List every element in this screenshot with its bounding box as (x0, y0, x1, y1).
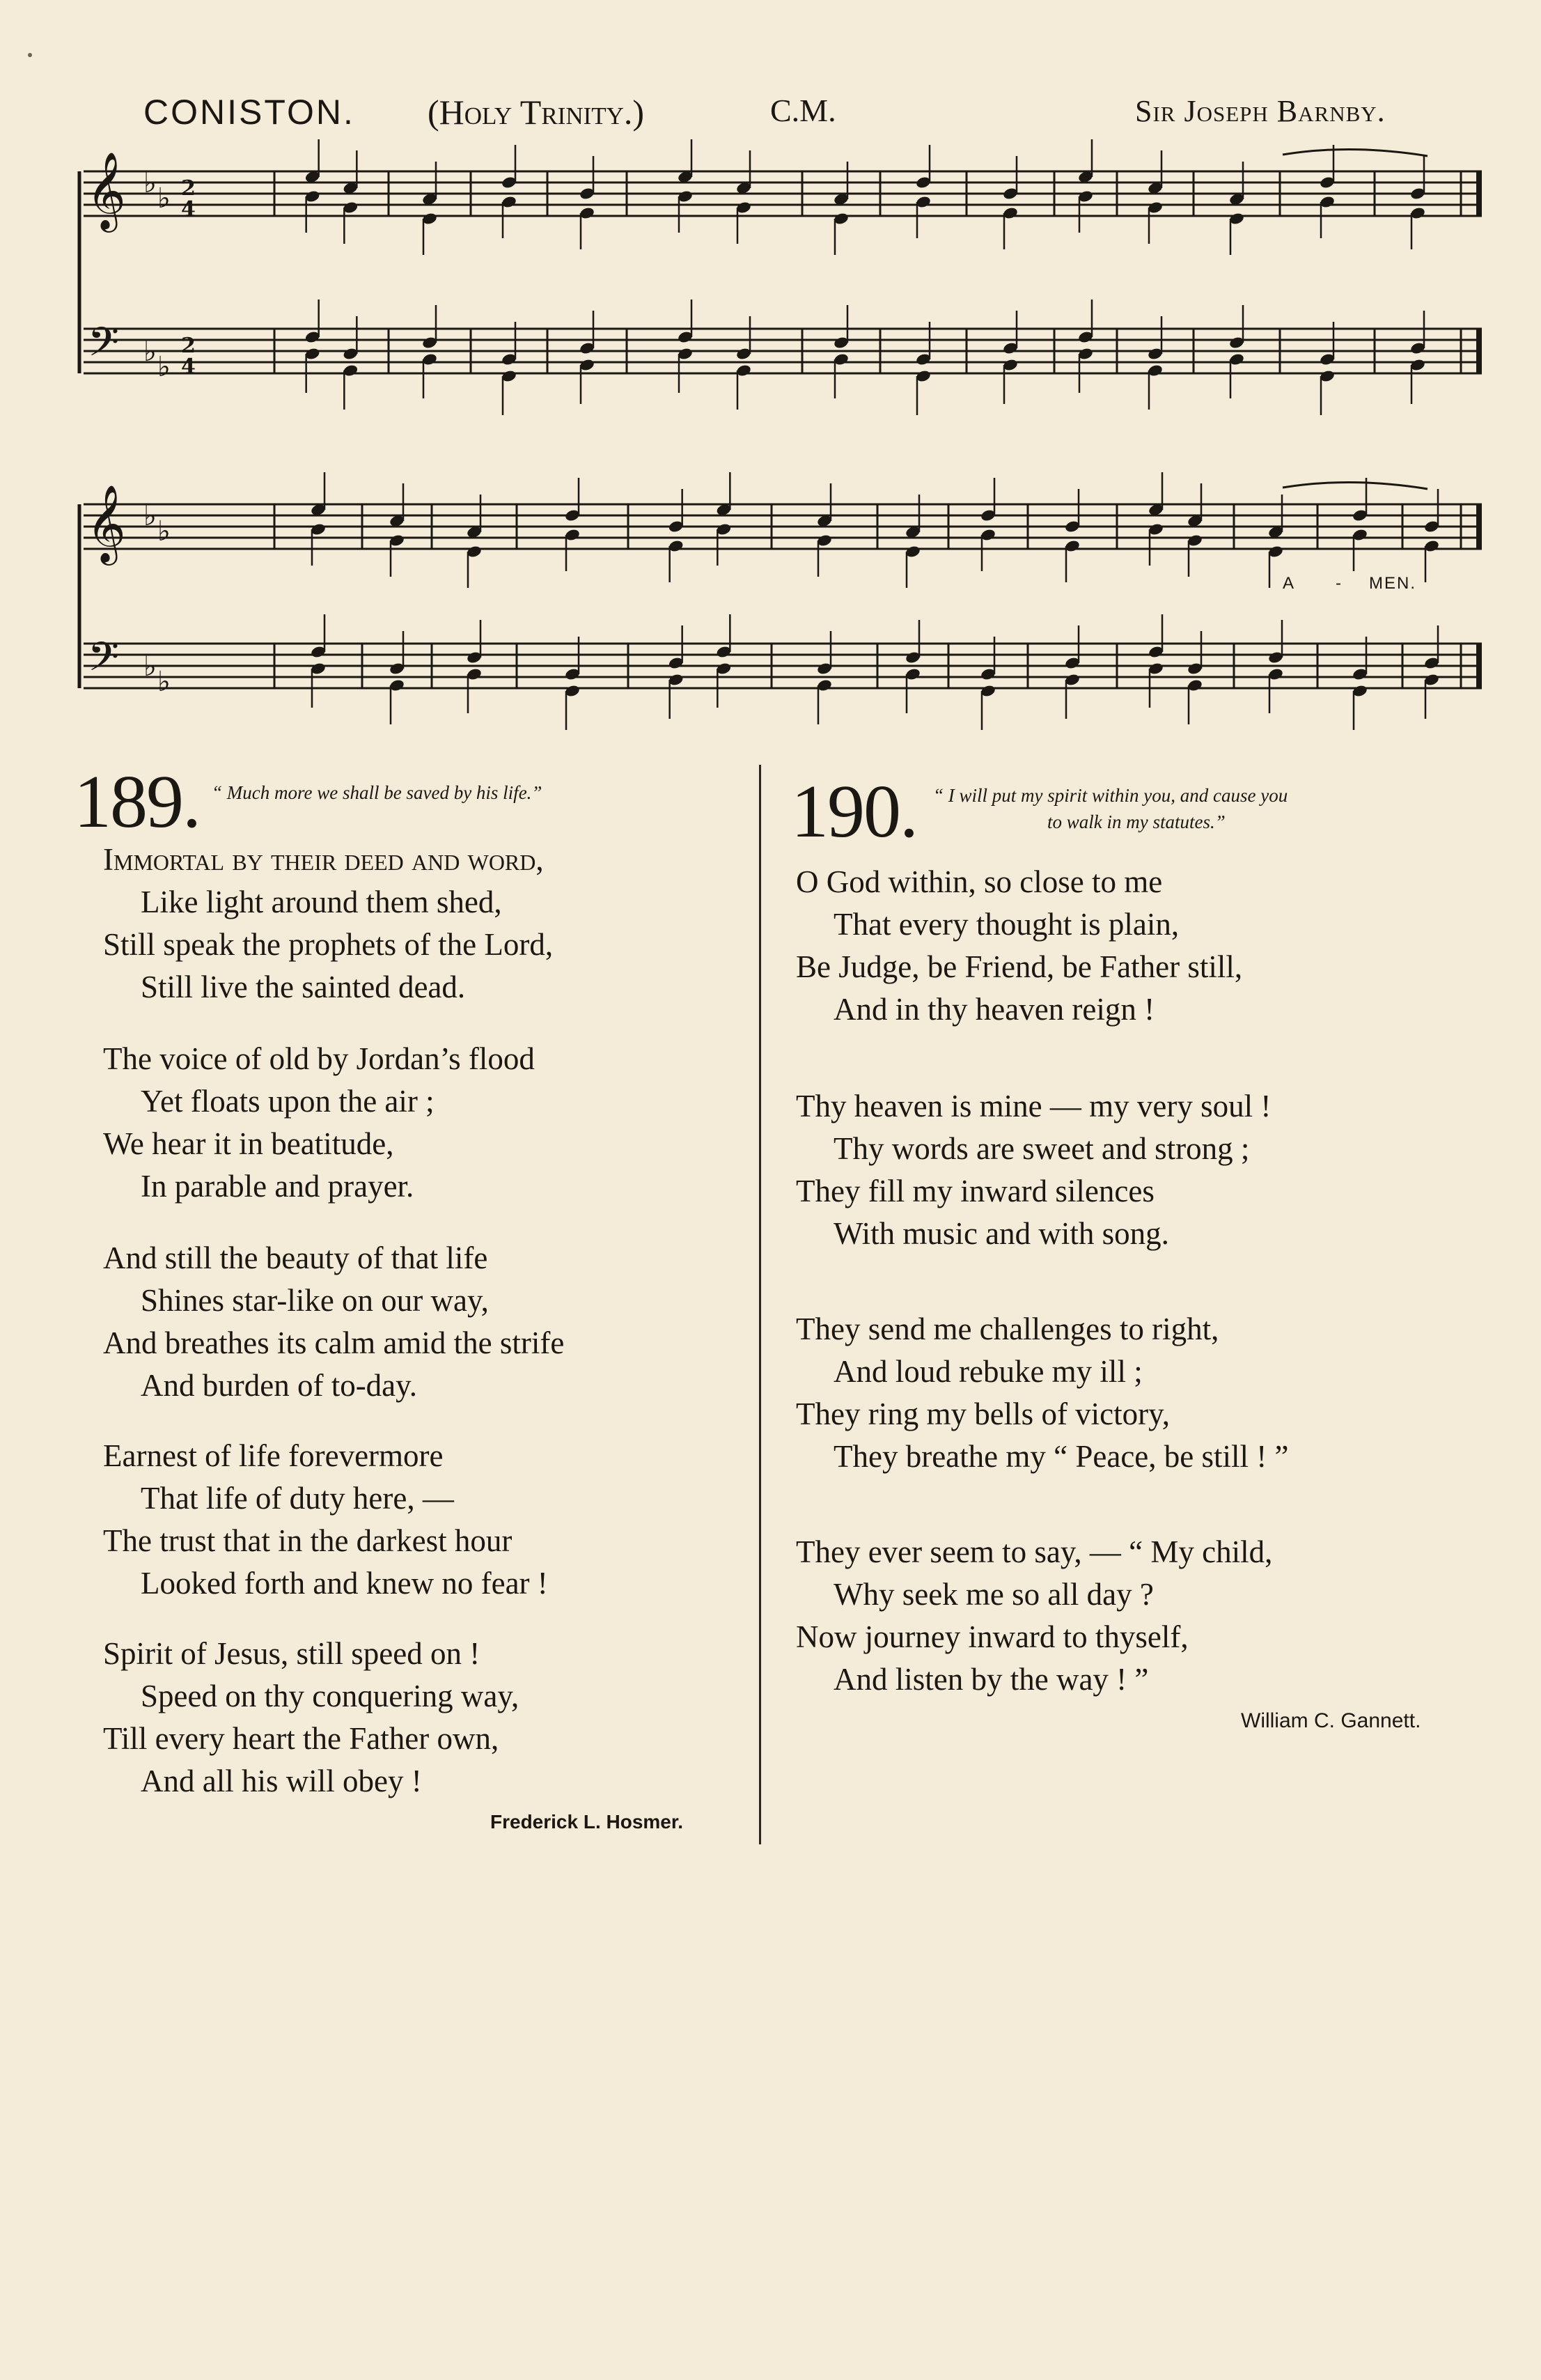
verse-line: They fill my inward silences (796, 1174, 1155, 1208)
tune-alternate-name: (Holy Trinity.) (428, 93, 645, 132)
hymn-189-stanza-1 (103, 839, 553, 1009)
column-divider (759, 765, 761, 1844)
treble-clef-icon: 𝄞 (86, 151, 126, 229)
verse-line: Immortal by their deed and word, (103, 842, 544, 877)
tune-meter: C.M. (770, 93, 836, 128)
verse-line: In parable and prayer. (141, 1169, 414, 1204)
verse-line: The voice of old by Jordan’s flood (103, 1041, 535, 1076)
verse-line: Looked forth and knew no fear ! (141, 1566, 548, 1601)
flat-icon: ♭ (143, 167, 157, 199)
flat-icon: ♭ (143, 500, 157, 532)
flat-icon: ♭ (143, 651, 157, 683)
composer-credit: Sir Joseph Barnby. (1135, 94, 1386, 128)
verse-line: We hear it in beatitude, (103, 1126, 394, 1161)
hymn-190-epigraph-line-2: to walk in my statutes.” (1047, 811, 1226, 832)
final-barline (1476, 504, 1482, 549)
music-score (0, 0, 1541, 731)
final-barline (1476, 644, 1482, 688)
time-signature-numerator: 2 (181, 176, 196, 201)
verse-line: Yet floats upon the air ; (141, 1084, 435, 1119)
tune-name: CONISTON. (143, 93, 355, 132)
verse-line: And all his will obey ! (141, 1764, 422, 1798)
hymn-189-stanza-2 (103, 1038, 535, 1208)
verse-line: With music and with song. (834, 1216, 1169, 1251)
verse-line: Still live the sainted dead. (141, 970, 466, 1004)
flat-icon: ♭ (143, 336, 157, 368)
hymn-190-stanza-2 (796, 1085, 1271, 1255)
hymn-189-epigraph: “ Much more we shall be saved by his life.” (212, 782, 542, 803)
verse-line: Earnest of life forevermore (103, 1438, 444, 1473)
amen-syllable-men: MEN. (1369, 574, 1416, 593)
verse-line: Why seek me so all day ? (834, 1577, 1154, 1612)
verse-line: Speed on thy conquering way, (141, 1679, 519, 1713)
verse-line: Still speak the prophets of the Lord, (103, 927, 554, 962)
verse-line: Till every heart the Father own, (103, 1721, 499, 1756)
final-barline (1476, 171, 1482, 216)
verse-line: Like light around them shed, (141, 885, 502, 919)
hymn-190-author: William C. Gannett. (1241, 1709, 1421, 1732)
hymn-190-stanza-1 (796, 861, 1242, 1031)
hymn-189-author: Frederick L. Hosmer. (490, 1811, 684, 1833)
amen-syllable-a: A (1283, 574, 1296, 593)
flat-icon: ♭ (157, 182, 171, 215)
verse-line: Spirit of Jesus, still speed on ! (103, 1636, 480, 1671)
bass-clef-icon: 𝄢 (88, 633, 120, 690)
hymn-number-189: 189. (74, 761, 200, 843)
verse-line: Now journey inward to thyself, (796, 1619, 1189, 1654)
verse-line: They send me challenges to right, (796, 1312, 1219, 1346)
verse-line: Be Judge, be Friend, be Father still, (796, 949, 1243, 984)
verse-line: Thy heaven is mine — my very soul ! (796, 1089, 1272, 1123)
verse-line: And still the beauty of that life (103, 1240, 488, 1275)
hymn-190-stanza-4 (796, 1531, 1272, 1701)
verse-line: Thy words are sweet and strong ; (834, 1131, 1250, 1166)
slur-mark (1283, 149, 1427, 156)
verse-line: And loud rebuke my ill ; (834, 1354, 1143, 1389)
hymn-189-stanza-5 (103, 1633, 519, 1803)
slur-mark (1283, 482, 1427, 489)
flat-icon: ♭ (157, 666, 171, 698)
flat-icon: ♭ (157, 515, 171, 547)
treble-clef-icon: 𝄞 (86, 484, 126, 562)
hymn-189-stanza-4 (103, 1435, 548, 1605)
verse-line: Shines star-like on our way, (141, 1283, 489, 1318)
verse-line: O God within, so close to me (796, 864, 1163, 899)
final-barline (1476, 329, 1482, 373)
hymn-190-stanza-3 (796, 1308, 1288, 1478)
hymn-189-stanza-3 (103, 1237, 564, 1407)
verse-line: And breathes its calm amid the strife (103, 1325, 565, 1360)
verse-line: And burden of to-day. (141, 1368, 417, 1403)
hymn-number-190: 190. (791, 770, 917, 853)
verse-line: They ever seem to say, — “ My child, (796, 1534, 1273, 1569)
time-signature-numerator: 2 (181, 334, 196, 358)
verse-line: They ring my bells of victory, (796, 1397, 1170, 1431)
bass-clef-icon: 𝄢 (88, 318, 120, 375)
verse-line: That every thought is plain, (834, 907, 1180, 942)
time-signature-denominator: 4 (181, 355, 196, 379)
verse-line: That life of duty here, — (141, 1481, 454, 1516)
hymn-190-epigraph-line-1: “ I will put my spirit within you, and cause you (933, 785, 1288, 806)
amen-syllable-dash: - (1336, 574, 1343, 593)
verse-line: And listen by the way ! ” (834, 1662, 1149, 1697)
verse-line: The trust that in the darkest hour (103, 1523, 513, 1558)
verse-line: And in thy heaven reign ! (834, 992, 1155, 1027)
flat-icon: ♭ (157, 351, 171, 383)
verse-line: They breathe my “ Peace, be still ! ” (834, 1439, 1289, 1474)
time-signature-denominator: 4 (181, 197, 196, 221)
